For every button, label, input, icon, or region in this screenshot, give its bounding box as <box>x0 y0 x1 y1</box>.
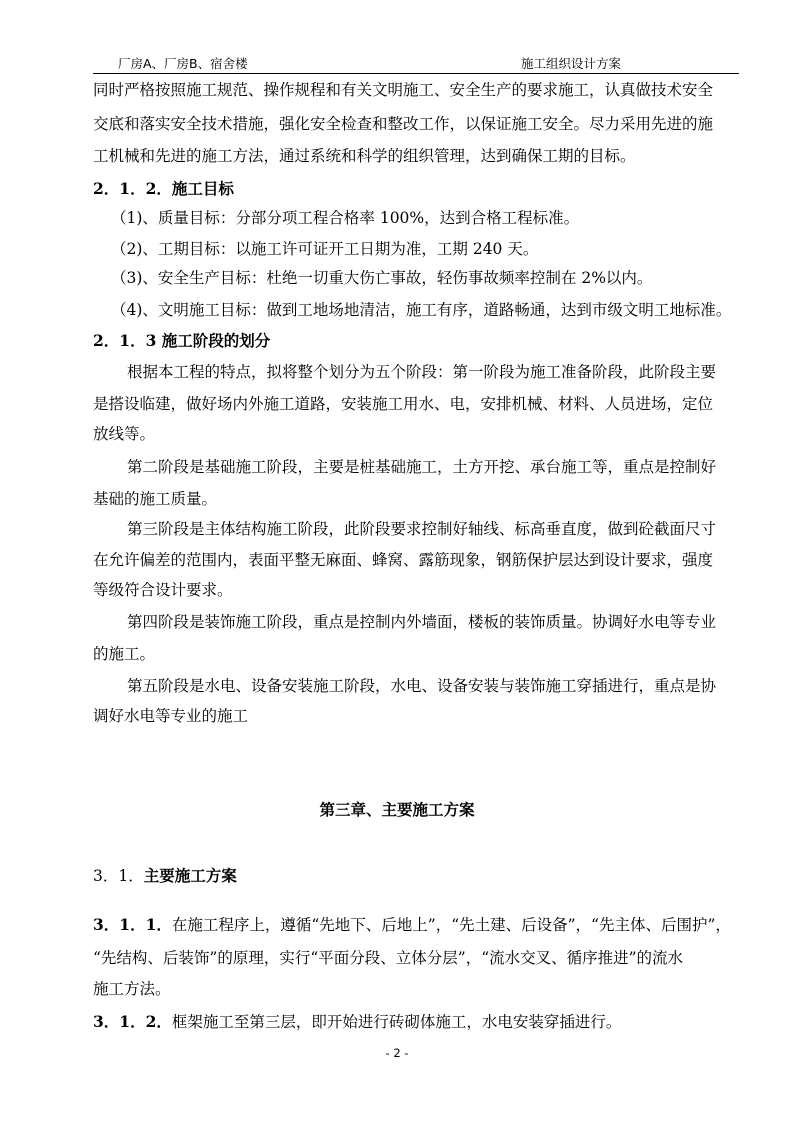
section-3-1-1-line-2: “先结构、后装饰”的原理，实行“平面分段、立体分层”，“流水交叉、循序推进”的流水 <box>93 949 684 967</box>
header-document-title: 施工组织设计方案 <box>521 56 622 71</box>
stage2-line-1: 第二阶段是基础施工阶段，主要是桩基础施工，土方开挖、承台施工等，重点是控制好 <box>127 458 717 476</box>
section-3-1-title: 主要施工方案 <box>143 866 237 885</box>
stage4-line-1: 第四阶段是装饰施工阶段，重点是控制内外墙面，楼板的装饰质量。协调好水电等专业 <box>127 613 717 631</box>
page-header <box>93 52 739 72</box>
header-project-name: 厂房A、厂房B、宿舍楼 <box>118 56 248 71</box>
stage4-line-2: 的施工。 <box>93 645 156 663</box>
section-3-1-2-text: 框架施工至第三层，即开始进行砖砌体施工，水电安装穿插进行。 <box>171 1013 622 1031</box>
section-3-1-number: 3．1． <box>93 867 144 885</box>
section-3-1 <box>93 866 237 886</box>
intro-line-3: 工机械和先进的施工方法，通过系统和科学的组织管理，达到确保工期的目标。 <box>93 147 636 165</box>
section-3-1-2-number: 3．1．2． <box>93 1012 172 1031</box>
stage2-line-2: 基础的施工质量。 <box>93 490 218 508</box>
page-number: - 2 - <box>385 1046 409 1060</box>
stage-intro-line-2: 是搭设临建，做好场内外施工道路，安装施工用水、电，安排机械、材料、人员进场，定位 <box>93 395 714 413</box>
goal-quality: （1)、质量目标：分部分项工程合格率 100%，达到合格工程标准。 <box>111 209 580 227</box>
goal-schedule: （2)、工期目标：以施工许可证开工日期为准，工期 240 天。 <box>111 240 539 258</box>
stage5-line-1: 第五阶段是水电、设备安装施工阶段，水电、设备安装与装饰施工穿插进行，重点是协 <box>127 677 717 695</box>
goal-civilized: （4)、文明施工目标：做到工地场地清洁，施工有序，道路畅通，达到市级文明工地标准。 <box>111 301 732 319</box>
intro-line-1: 同时严格按照施工规范、操作规程和有关文明施工、安全生产的要求施工，认真做技术安全 <box>93 81 714 99</box>
stage3-line-3: 等级符合设计要求。 <box>93 581 233 599</box>
goal-safety: （3)、安全生产目标：杜绝一切重大伤亡事故，轻伤事故频率控制在 2%以内。 <box>111 269 653 287</box>
section-3-1-1-text: 在施工程序上，遵循“先地下、后地上”，“先土建、后设备”，“先主体、后围护”， <box>171 916 731 934</box>
intro-line-2: 交底和落实安全技术措施，强化安全检查和整改工作，以保证施工安全。尽力采用先进的施 <box>93 115 714 133</box>
section-3-1-1-number: 3．1．1． <box>93 915 172 934</box>
stage3-line-2: 在允许偏差的范围内，表面平整无麻面、蜂窝、露筋现象，钢筋保护层达到设计要求，强度 <box>93 551 714 569</box>
stage3-line-1: 第三阶段是主体结构施工阶段，此阶段要求控制好轴线、标高垂直度，做到砼截面尺寸 <box>127 520 717 538</box>
section-3-1-1-line-1 <box>93 915 731 935</box>
section-3-1-2 <box>93 1012 621 1032</box>
stage-intro-line-1: 根据本工程的特点，拟将整个划分为五个阶段：第一阶段为施工准备阶段，此阶段主要 <box>127 363 717 381</box>
section-3-1-1-line-3: 施工方法。 <box>93 980 171 998</box>
heading-2-1-3: 2．1．3 施工阶段的划分 <box>93 331 271 350</box>
chapter-title: 第三章、主要施工方案 <box>319 800 475 819</box>
header-rule <box>93 73 739 74</box>
stage5-line-2: 调好水电等专业的施工 <box>93 707 249 725</box>
stage-intro-line-3: 放线等。 <box>93 425 156 443</box>
heading-2-1-2: 2．1．2．施工目标 <box>93 179 234 198</box>
